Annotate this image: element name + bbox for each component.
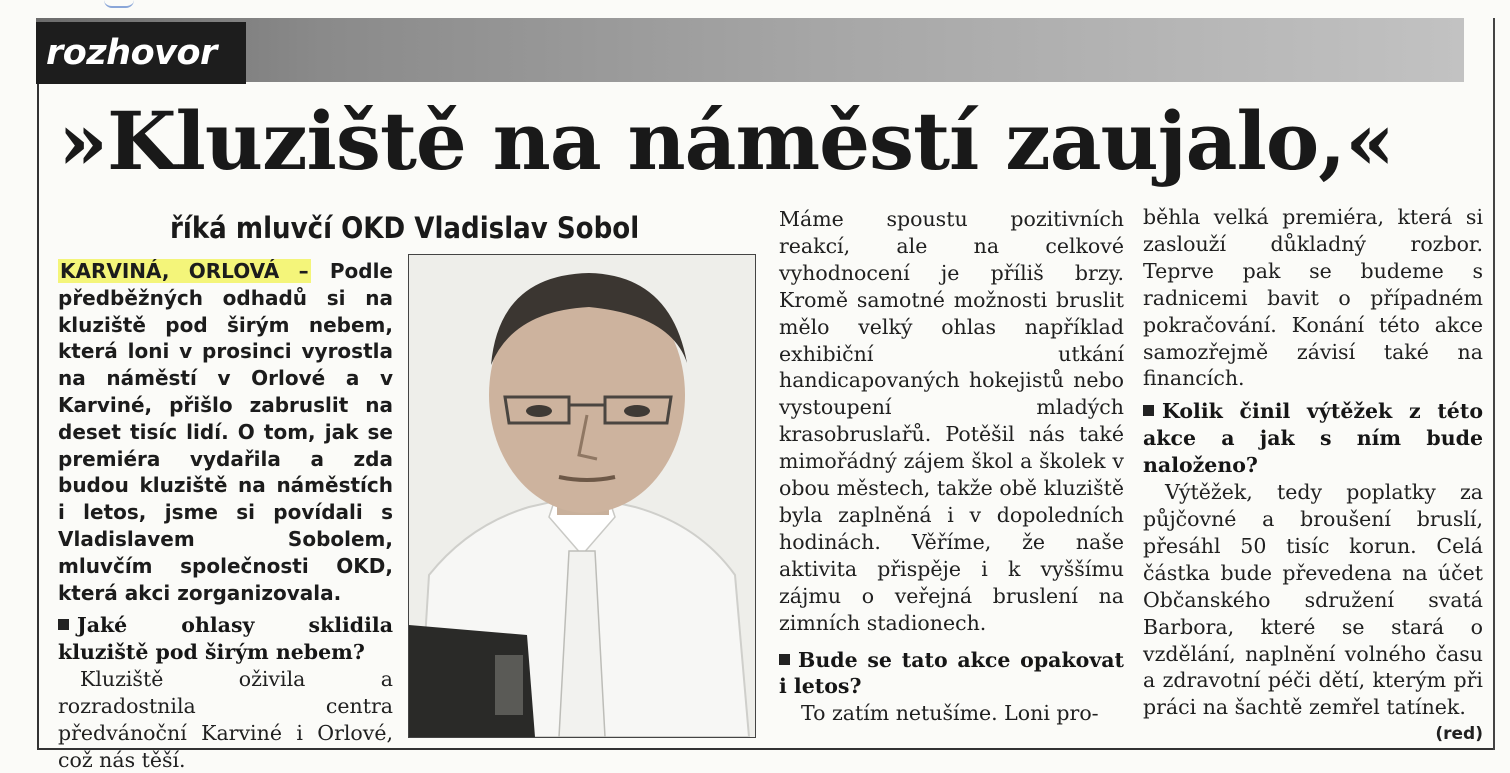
byline: (red) xyxy=(1435,724,1483,745)
lead-paragraph xyxy=(58,258,393,606)
question-bullet-icon xyxy=(58,619,69,630)
question-2: Bude se tato akce opakovat i letos? xyxy=(779,647,1124,699)
column-1-continuation xyxy=(58,612,393,773)
section-header-band xyxy=(36,18,1464,82)
question-3: Kolik činil výtěžek z této akce a jak s ním bude naloženo? xyxy=(1143,399,1483,478)
dateline-highlighted: KARVINÁ, ORLOVÁ – xyxy=(60,259,309,283)
scan-pen-mark xyxy=(104,0,134,8)
article-frame-right-rule xyxy=(1493,18,1495,750)
answer-2-part-2: běhla velká premiéra, která si zaslouží důkladný rozbor. Teprve pak se budeme s radnicemi bavit o případném pokračování. Konání této akce samozřejmě závisí také na financích. xyxy=(1143,205,1483,391)
question-1: Jaké ohlasy sklidila kluziště pod širým nebem? xyxy=(58,613,393,664)
answer-3: Výtěžek, tedy poplatky za půjčovné a broušení bruslí, přesáhl 50 tisíc korun. Celá částka bude převedena na účet Občanského sdružení svatá Barbora, které se stará o vzdělání, naplnění volného času a zdravotní péči dětí, kterým při práci na šachtě zemřel tatínek. (red) xyxy=(1143,479,1483,721)
question-bullet-icon xyxy=(779,654,790,665)
lead-text: Podle předběžných odhadů si na kluziště pod širým nebem, která loni v prosinci vyrostla na náměstí v Orlové a v Karviné, přišlo zabruslit na deset tisíc lidí. O tom, jak se premiéra vydařila a zda budou kluziště na náměstích i letos, jsme si povídali s Vladislavem Sobolem, mluvčím společnosti OKD, která akci zorganizovala. xyxy=(58,259,393,605)
column-3 xyxy=(779,206,1124,727)
answer-2-part-1: To zatím netušíme. Loni pro- xyxy=(801,701,1099,726)
column-4 xyxy=(1143,204,1483,748)
portrait-illustration xyxy=(409,255,755,737)
answer-1-part-1: Kluziště oživila a rozradostnila centra předvánoční Karviné i Orlové, což nás těší. xyxy=(58,666,393,772)
portrait-photo xyxy=(408,254,756,738)
subheadline: říká mluvčí OKD Vladislav Sobol xyxy=(170,211,640,245)
question-bullet-icon xyxy=(1143,405,1154,416)
answer-1-part-2: Máme spoustu pozitivních reakcí, ale na celkové vyhodnocení je příliš brzy. Kromě samotné možnosti bruslit mělo velký ohlas například exhibiční utkání handicapovaných hokejistů nebo vystoupení mladých krasobruslařů. Potěšil nás také mimořádný zájem škol a školek v obou městech, takže obě kluziště byla zaplněná i v dopoledních hodinách. Věříme, že naše aktivita přispěje i k vyššímu zájmu o veřejná bruslení na zimních stadionech. xyxy=(779,207,1124,635)
headline: »Kluziště na náměstí zaujalo,« xyxy=(58,94,1395,188)
section-tag: rozhovor xyxy=(36,22,246,84)
